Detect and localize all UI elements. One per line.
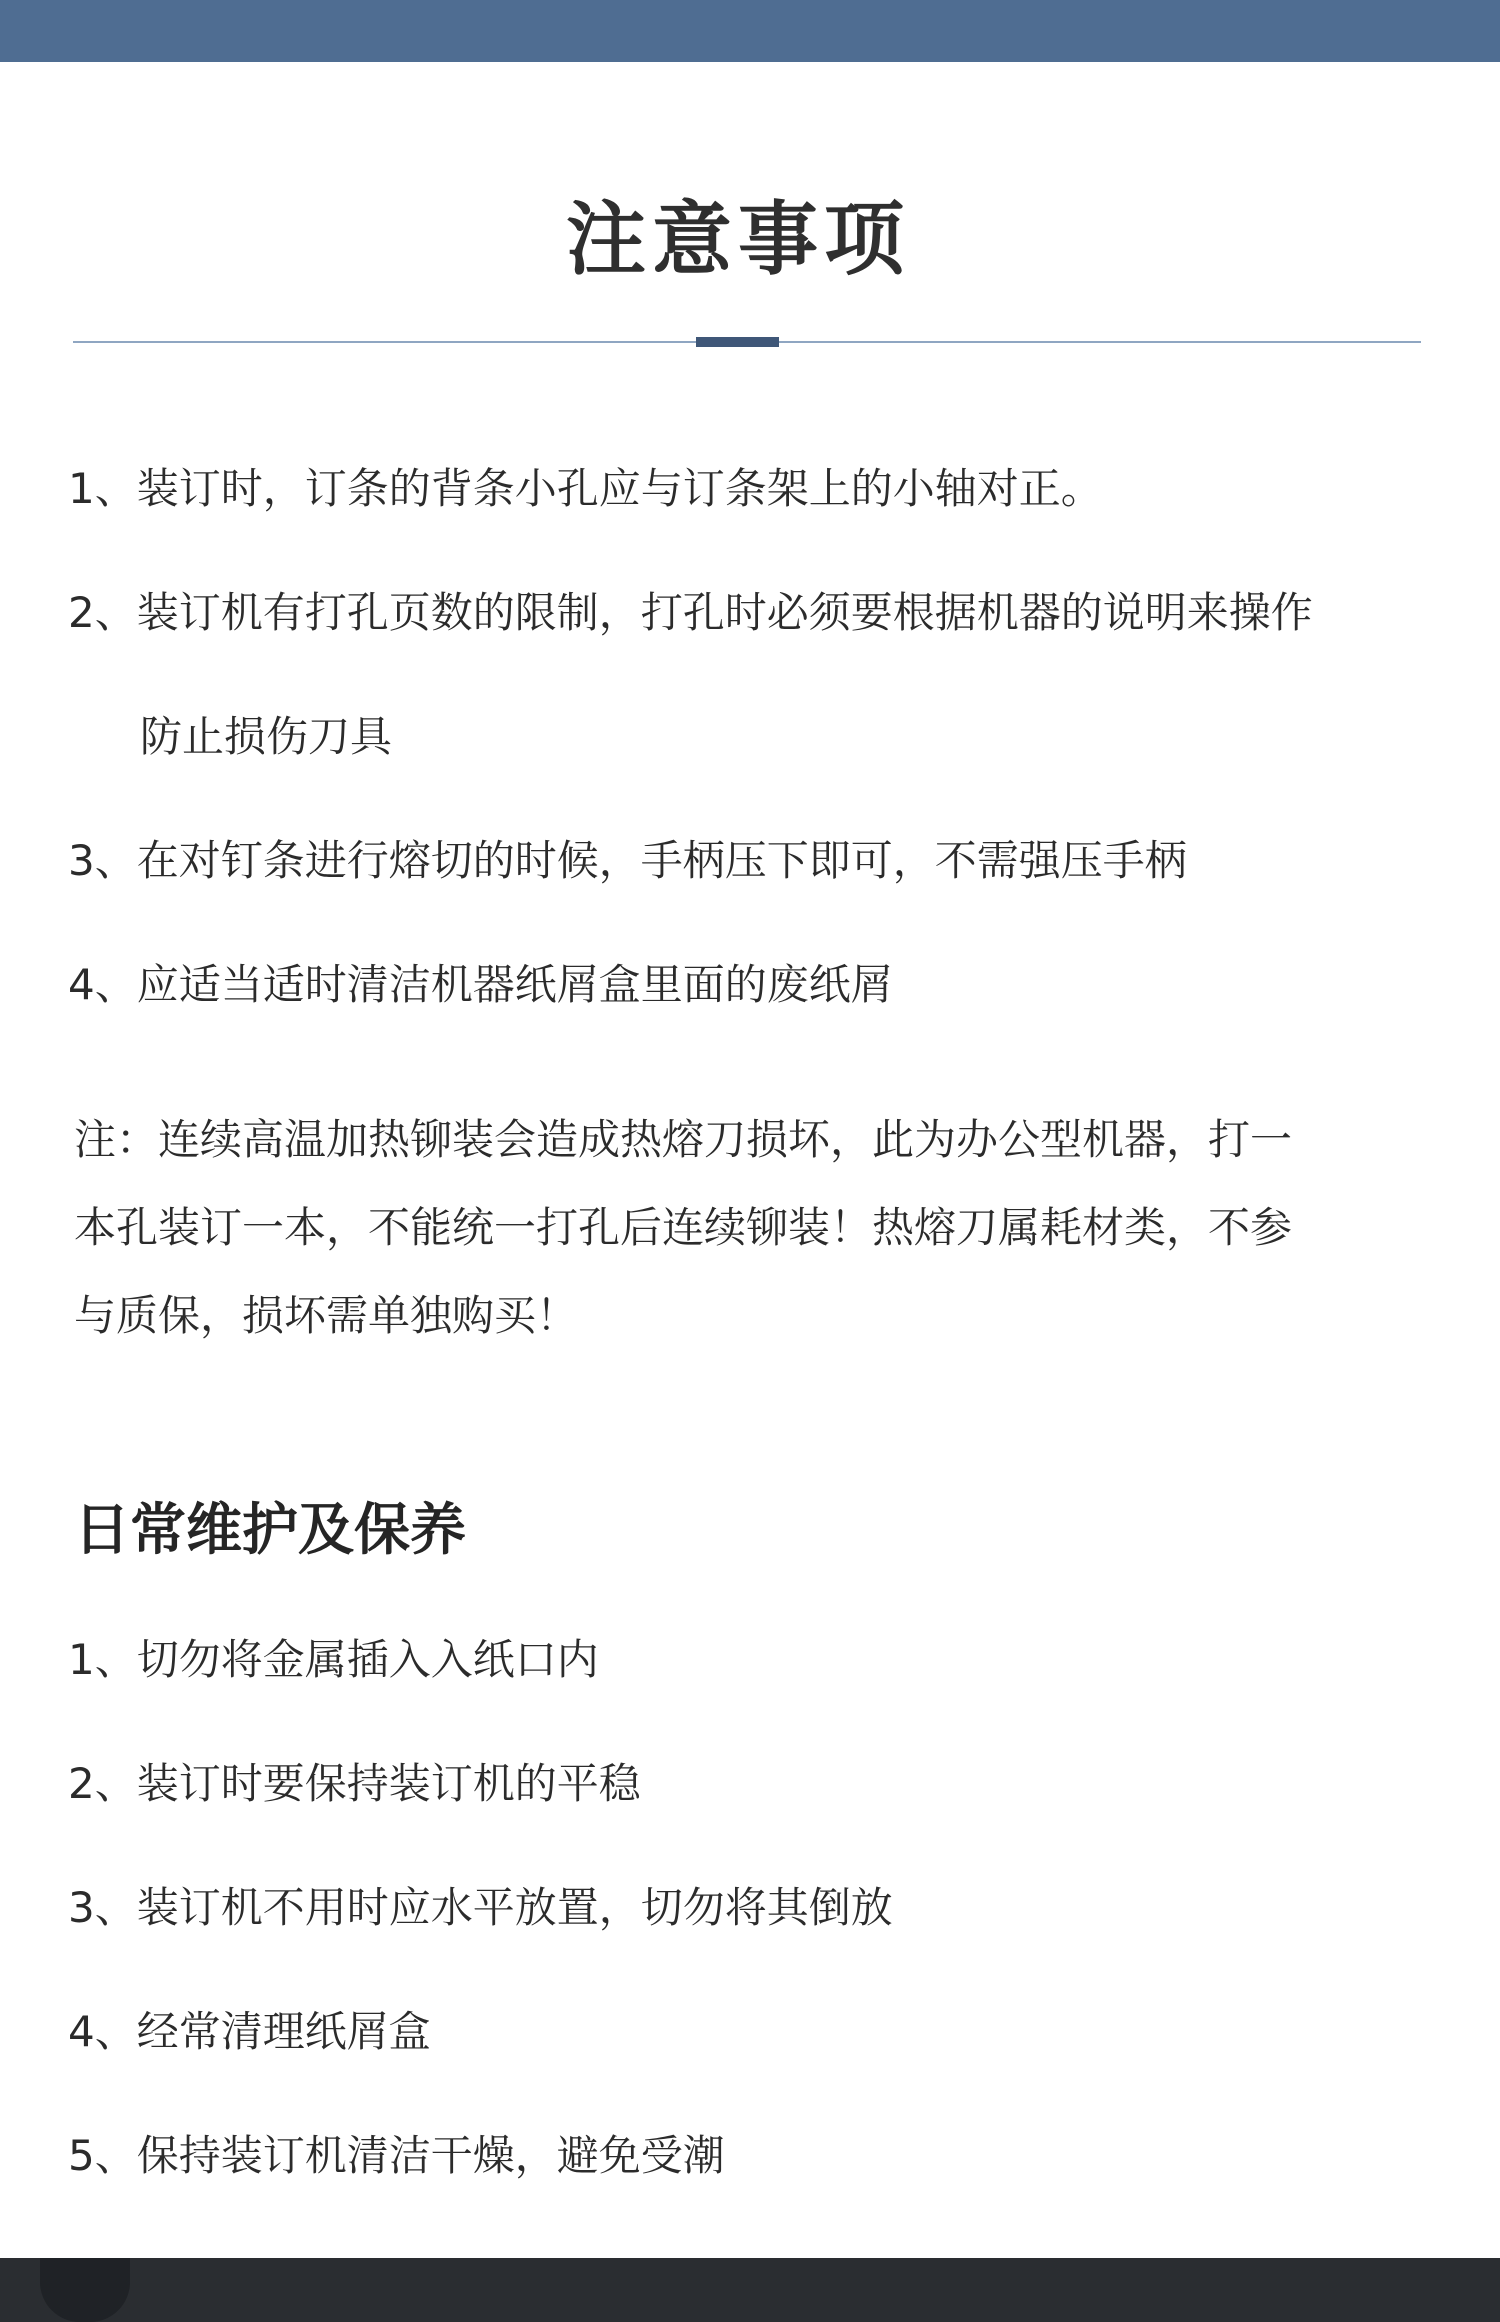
maintenance-title: 日常维护及保养	[74, 1498, 466, 1563]
notice-item-2-continuation	[140, 709, 392, 765]
bottom-banner-shade	[40, 2258, 130, 2322]
maintenance-item-1	[68, 1632, 599, 1688]
maintenance-item-3	[68, 1880, 893, 1936]
item-text: 在对钉条进行熔切的时候，手柄压下即可，不需强压手柄	[136, 836, 1187, 885]
notice-item-4	[68, 957, 893, 1013]
maintenance-item-4	[68, 2004, 431, 2060]
note-line: 本孔装订一本，不能统一打孔后连续铆装！热熔刀属耗材类，不参	[74, 1203, 1293, 1252]
notice-item-2	[68, 585, 1313, 641]
item-number: 1、	[68, 1635, 137, 1684]
note-line: 与质保，损坏需单独购买！	[74, 1291, 579, 1340]
item-number: 3、	[68, 836, 137, 885]
item-number: 2、	[68, 1759, 137, 1808]
item-number: 4、	[68, 960, 137, 1009]
maintenance-item-2	[68, 1756, 641, 1812]
item-text: 应适当适时清洁机器纸屑盒里面的废纸屑	[136, 960, 893, 1009]
item-text: 装订机有打孔页数的限制，打孔时必须要根据机器的说明来操作	[136, 588, 1313, 637]
item-number: 1、	[68, 464, 137, 513]
item-number: 4、	[68, 2007, 137, 2056]
item-number: 2、	[68, 588, 137, 637]
bottom-banner	[0, 2258, 1500, 2322]
title-divider-accent	[696, 337, 779, 347]
notice-item-1	[68, 461, 1103, 517]
item-text: 装订时要保持装订机的平稳	[136, 1759, 641, 1808]
item-text: 装订机不用时应水平放置，切勿将其倒放	[136, 1883, 893, 1932]
notice-item-3	[68, 833, 1187, 889]
item-text: 经常清理纸屑盒	[136, 2007, 431, 2056]
note-line: 注：连续高温加热铆装会造成热熔刀损坏，此为办公型机器，打一	[74, 1115, 1293, 1164]
item-number: 3、	[68, 1883, 137, 1932]
top-banner	[0, 0, 1500, 62]
item-text: 切勿将金属插入入纸口内	[136, 1635, 599, 1684]
item-text: 防止损伤刀具	[140, 712, 393, 761]
maintenance-item-5	[68, 2128, 725, 2184]
item-text: 保持装订机清洁干燥，避免受潮	[136, 2131, 725, 2180]
item-number: 5、	[68, 2131, 137, 2180]
warning-note	[74, 1096, 1424, 1360]
page-title: 注意事项	[566, 193, 910, 286]
item-text: 装订时，订条的背条小孔应与订条架上的小轴对正。	[136, 464, 1103, 513]
